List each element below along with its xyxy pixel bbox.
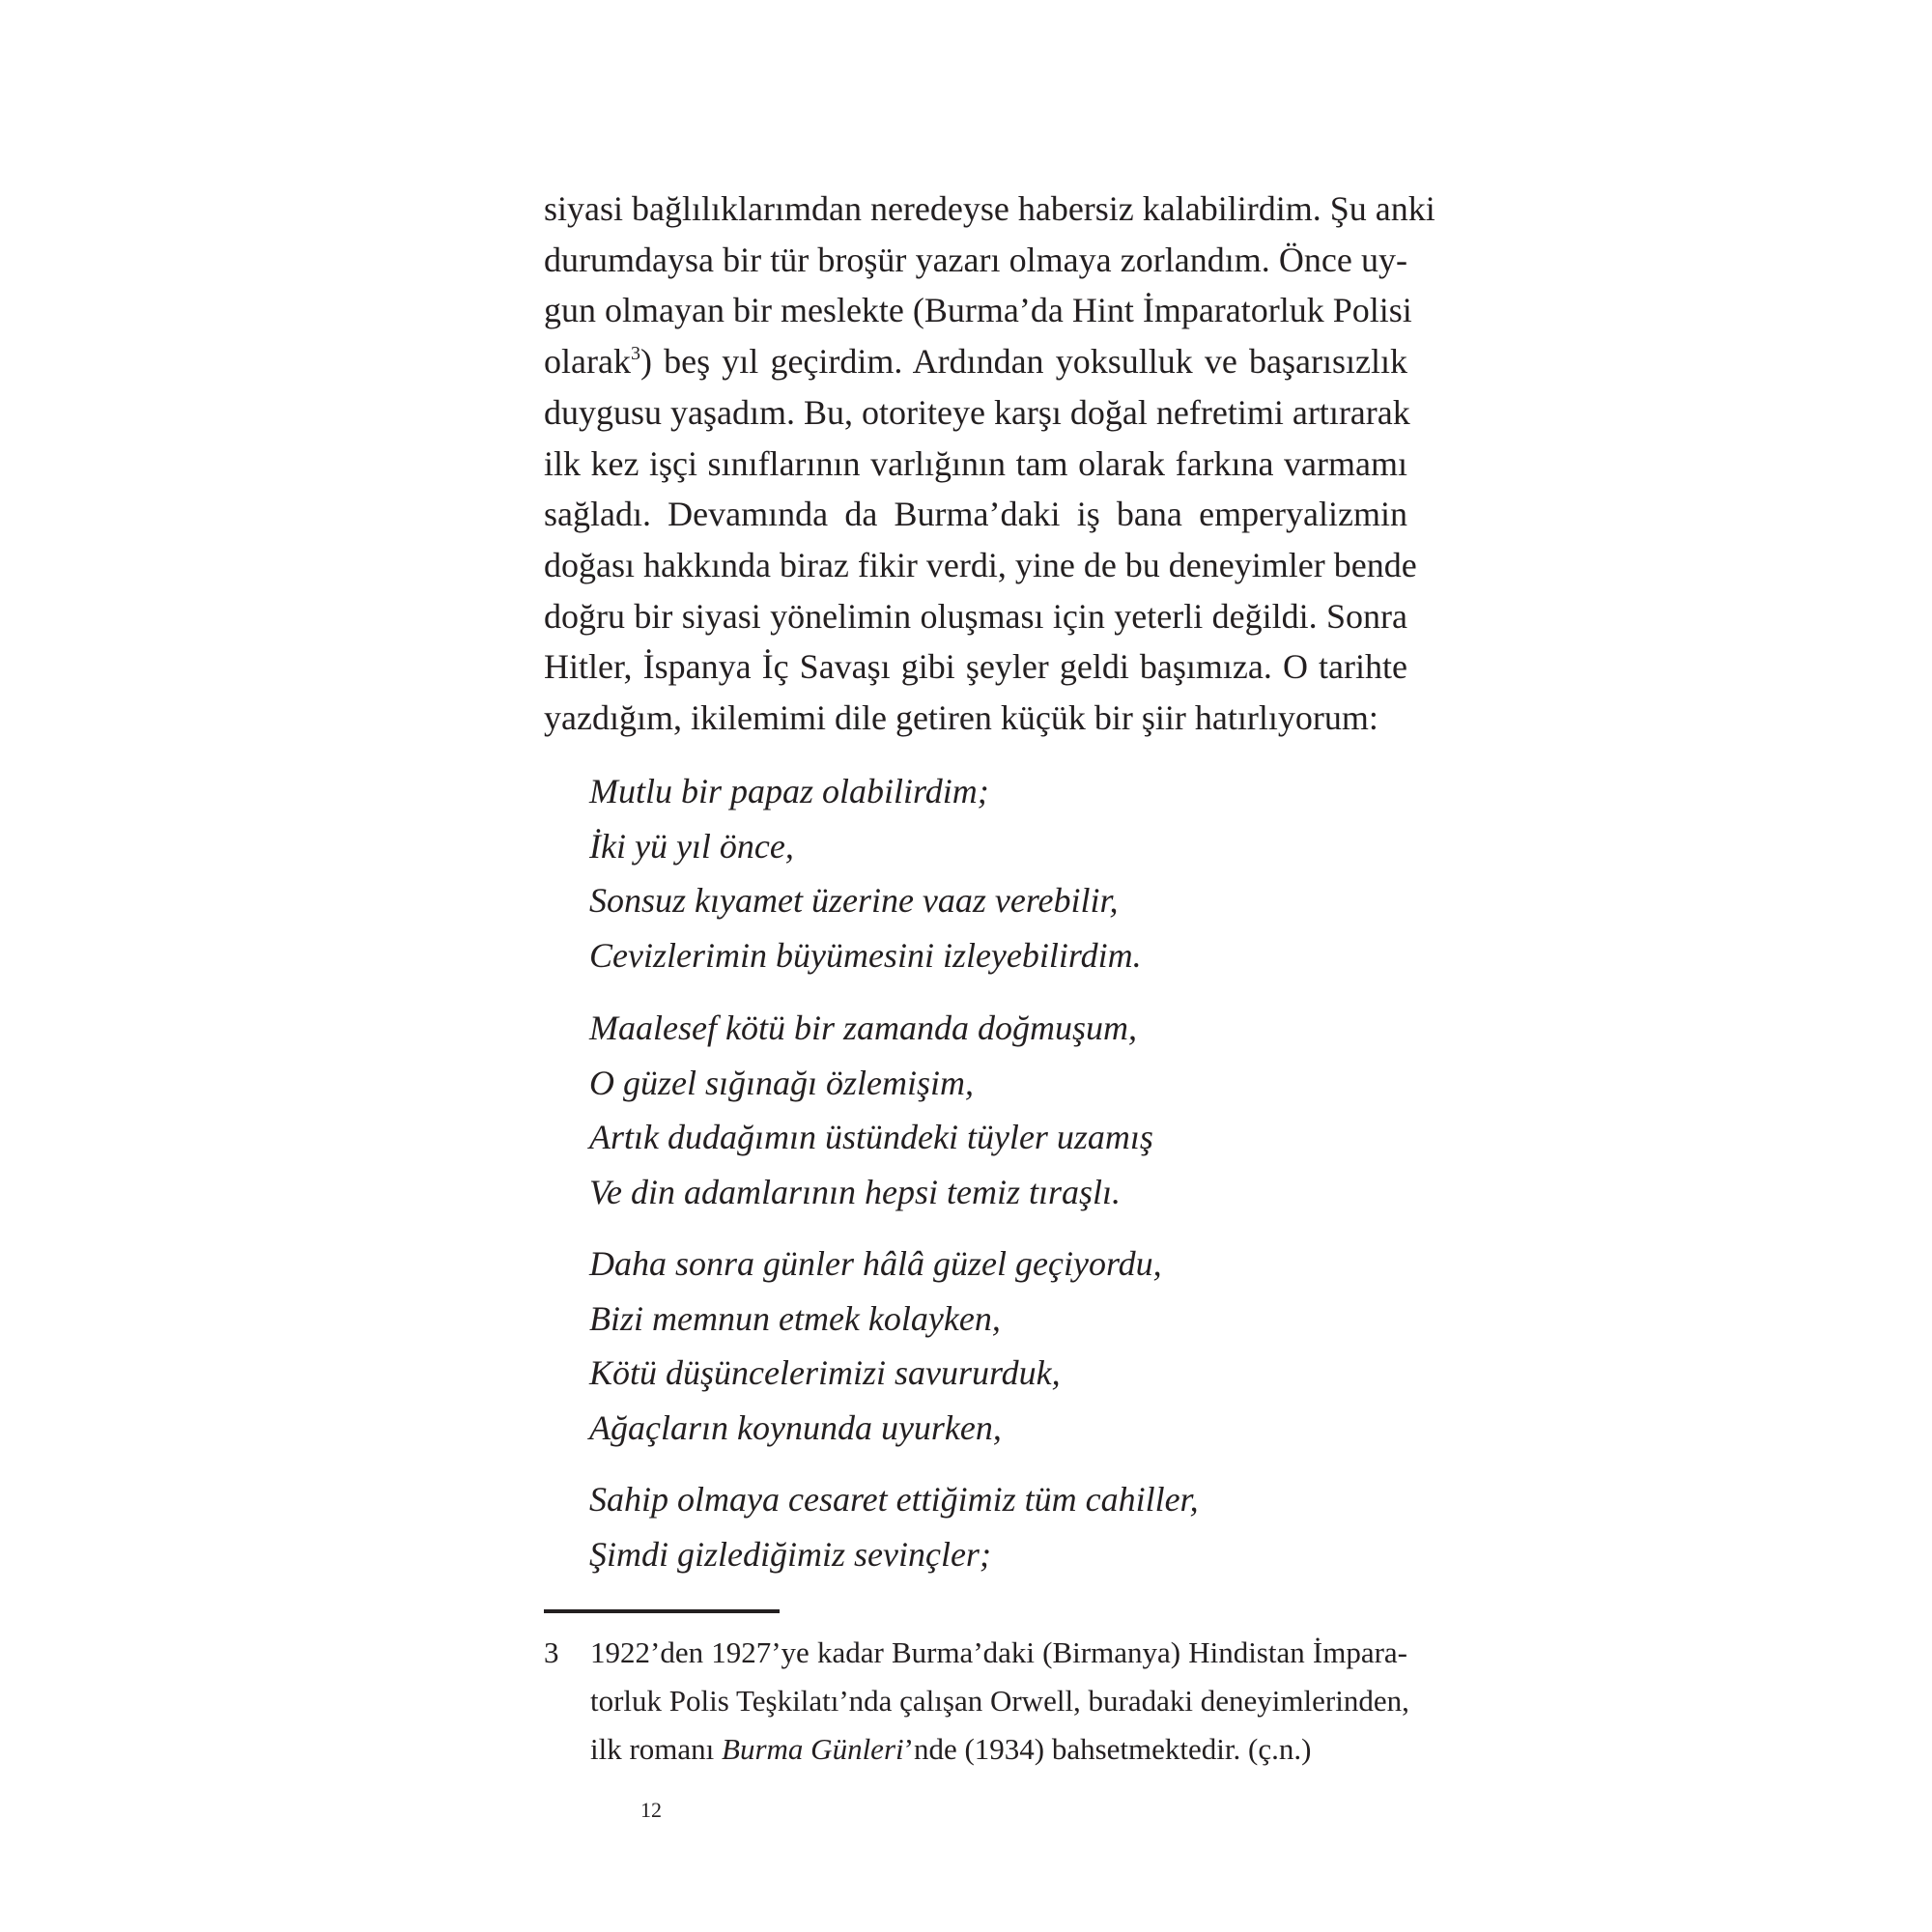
body-line: ilk kez işçi sınıflarının varlığının tam olarak farkına varmamı: [544, 443, 1407, 483]
verse-line: Kötü düşüncelerimizi savururduk,: [589, 1353, 1061, 1392]
footnote-text-run: ’nde (1934) bahsetmektedir. (ç.n.): [903, 1732, 1312, 1766]
page-number: 12: [640, 1798, 662, 1822]
body-line: durumdaysa bir tür broşür yazarı olmaya zorlandım. Önce uy-: [544, 240, 1407, 279]
body-line-with-footnote-ref: [544, 336, 1407, 387]
verse-line: Artık dudağımın üstündeki tüyler uzamış: [589, 1118, 1153, 1156]
verse-line: Cevizlerimin büyümesini izleyebilirdim.: [589, 935, 1142, 975]
verse-line: Ağaçların koynunda uyurken,: [589, 1407, 1002, 1447]
poem-stanza-3: [589, 1236, 1459, 1455]
poem-stanza-4: [589, 1472, 1459, 1581]
footnote-line: [590, 1725, 1407, 1774]
body-line: Hitler, İspanya İç Savaşı gibi şeyler geldi başımıza. O tarihte: [544, 647, 1407, 687]
verse-line: Şimdi gizlediğimiz sevinçler;: [589, 1534, 991, 1574]
footnote-text: [590, 1629, 1407, 1774]
verse-line: O güzel sığınağı özlemişim,: [589, 1063, 975, 1102]
poem-stanza-1: [589, 764, 1459, 982]
footnote-line: torluk Polis Teşkilatı’nda çalışan Orwell, buradaki deneyimlerinden,: [590, 1684, 1409, 1718]
verse-line: Daha sonra günler hâlâ güzel geçiyordu,: [589, 1244, 1162, 1283]
verse-line: Sahip olmaya cesaret ettiğimiz tüm cahiller,: [589, 1480, 1199, 1519]
body-line: yazdığım, ikilemimi dile getiren küçük bir şiir hatırlıyorum:: [544, 698, 1378, 738]
footnote-divider: [544, 1609, 780, 1613]
verse-line: Maalesef kötü bir zamanda doğmuşum,: [589, 1009, 1137, 1047]
body-line: doğası hakkında biraz fikir verdi, yine de bu deneyimler bende: [544, 545, 1417, 584]
verse-line: Bizi memnun etmek kolayken,: [589, 1298, 1001, 1338]
verse-line: İki yü yıl önce,: [589, 826, 794, 866]
book-title: Burma Günleri: [722, 1732, 904, 1766]
verse-line: Mutlu bir papaz olabilirdim;: [589, 772, 989, 810]
body-line: sağladı. Devamında da Burma’daki iş bana emperyalizmin: [544, 495, 1407, 534]
poem-stanza-2: [589, 1001, 1459, 1219]
body-line: duygusu yaşadım. Bu, otoriteye karşı doğal nefretimi artırarak: [544, 392, 1410, 432]
verse-line: Sonsuz kıyamet üzerine vaaz verebilir,: [589, 881, 1119, 920]
footnote-text-run: ilk romanı: [590, 1732, 723, 1766]
body-line: gun olmayan bir meslekte (Burma’da Hint İmparatorluk Polisi: [544, 291, 1412, 330]
body-text-run: olarak: [544, 342, 631, 382]
footnote-reference[interactable]: 3: [630, 343, 640, 365]
body-line: doğru bir siyasi yönelimin oluşması için yeterli değildi. Sonra: [544, 596, 1407, 636]
body-paragraph: [544, 184, 1435, 744]
footnote-line: 1922’den 1927’ye kadar Burma’daki (Birmanya) Hindistan İmpara-: [590, 1635, 1407, 1669]
body-line: siyasi bağlılıklarımdan neredeyse habersiz kalabilirdim. Şu anki: [544, 189, 1435, 228]
verse-line: Ve din adamlarının hepsi temiz tıraşlı.: [589, 1172, 1122, 1211]
footnote-number: 3: [544, 1635, 559, 1669]
body-text-run: ) beş yıl geçirdim. Ardından yoksulluk ve başarısızlık: [639, 342, 1407, 382]
